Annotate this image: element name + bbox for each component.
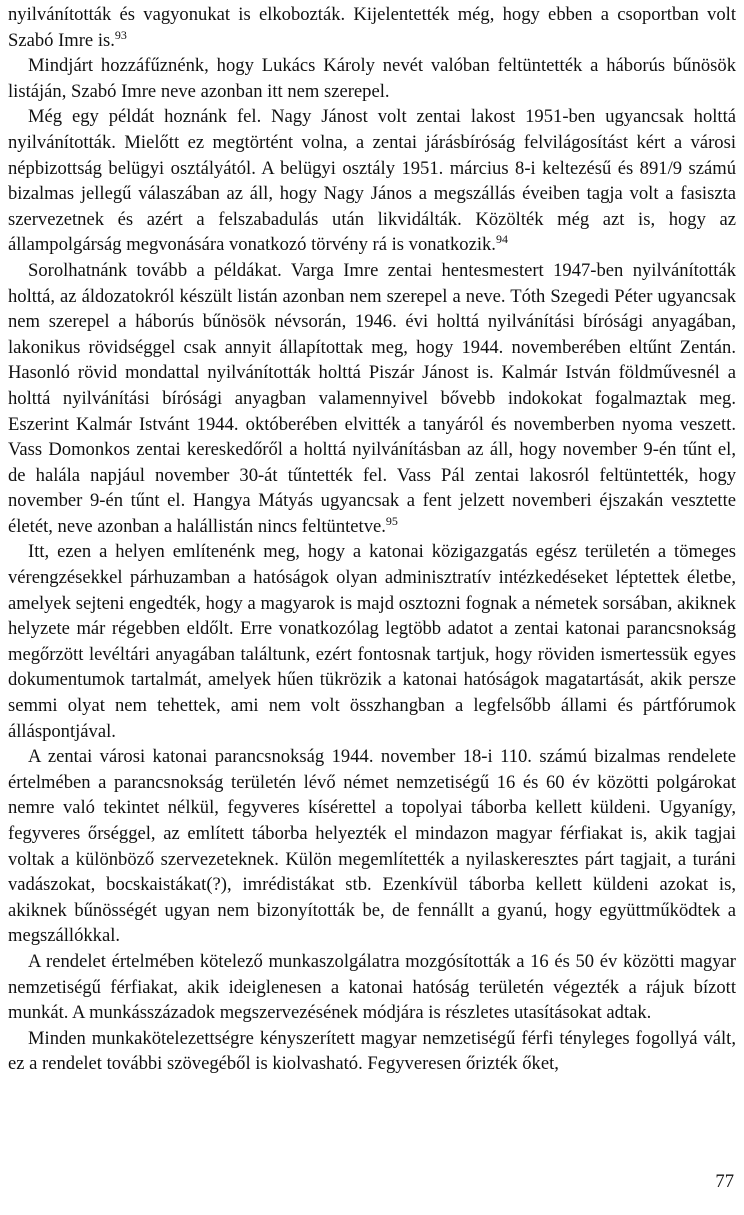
footnote-marker: 95	[385, 513, 398, 528]
paragraph-text: nyilvánították és vagyonukat is elkobozták. Kijelentették még, hogy ebben a csoportban volt Szabó Imre is.	[8, 4, 736, 51]
paragraph-text: A zentai városi katonai parancsnokság 1944. november 18-i 110. számú bizalmas rendelete értelmében a parancsnokság területén lévő német nemzetiségű 16 és 60 év közötti polgárokat nemre való tekintet nélkül, fegyveres kísérettel a topolyai táborba kellett küldeni. Ugyanígy, fegyveres őrséggel, az említett táborba helyezték el mindazon magyar férfiakat is, akik tagjai voltak a különböző szervezeteknek. Külön megemlítették a nyilaskeresztes párt tagjait, a turáni vadászokat, bocskaistákat(?), imrédistákat stb. Ezenkívül táborba kellett küldeni azokat is, akiknek bűnösségét ugyan nem bizonyították be, de fennállt a gyanú, hogy együttműködtek a megszállókkal.	[8, 746, 736, 947]
paragraph-text: Még egy példát hoznánk fel. Nagy Jánost volt zentai lakost 1951-ben ugyancsak holttá nyilvánították. Mielőtt ez megtörtént volna, a zentai járásbíróság felvilágosítást kért a városi népbizottság belügyi osztályától. A belügyi osztály 1951. március 8-i keltezésű és 891/9 számú bizalmas jellegű válaszában az áll, hogy Nagy János a megszállás éveiben tagja volt a fasiszta szervezetnek és azért a felszabadulás után likvidálták. Közölték még azt is, hogy az állampolgárság megvonására vonatkozó törvény rá is vonatkozik.	[8, 106, 736, 256]
paragraph-text: Minden munkakötelezettségre kényszerített magyar nemzetiségű férfi tényleges fogollyá vált, ez a rendelet további szövegéből is kiolvasható. Fegyveresen őrizték őket,	[8, 1027, 736, 1075]
paragraph	[8, 53, 736, 104]
paragraph	[8, 744, 736, 949]
footnote-marker: 94	[495, 232, 508, 247]
page-number: 77	[715, 1171, 734, 1193]
footnote-marker: 93	[114, 27, 127, 42]
paragraph	[8, 258, 736, 540]
paragraph	[8, 1026, 736, 1077]
paragraph-text: Itt, ezen a helyen említenénk meg, hogy a katonai közigazgatás egész területén a tömeges vérengzésekkel párhuzamban a hatóságok olyan adminisztratív intézkedéseket léptettek életbe, amelyek sejteni engedték, hogy a magyarok is majd osztozni fognak a németek sorsában, akiknek helyzete már régebben eldőlt. Erre vonatkozólag legtöbb adatot a zentai katonai parancsnokság megőrzött levéltári anyagában találtunk, ezért fontosnak tartjuk, hogy röviden ismertessük egyes dokumentumok tartalmát, amelyek hűen tükrözik a katonai hatóságok magatartását, akik persze semmi olyat nem tehettek, ami nem volt összhangban a legfelsőbb állami és pártfórumok álláspontjával.	[8, 541, 736, 742]
paragraph	[8, 104, 736, 258]
paragraph	[8, 2, 736, 53]
paragraph-text: Sorolhatnánk tovább a példákat. Varga Imre zentai hentesmestert 1947-ben nyilvánították holttá, az áldozatokról készült listán azonban nem szerepel a neve. Tóth Szegedi Péter ugyancsak nem szerepel a háborús bűnösök névsorán, 1946. évi holttá nyilvánítási bírósági anyagában, lakonikus rövidséggel csak annyit állapítottak meg, hogy 1944. novemberében eltűnt Zentán. Hasonló rövid mondattal nyilvánították holttá Piszár Jánost is. Kalmár István földművesnél a holttá nyilvánítási bírósági anyagban valamennyivel bővebb indokokat fogalmaztak meg. Eszerint Kalmár Istvánt 1944. októberében elvitték a tanyáról és novemberben nyoma veszett. Vass Domonkos zentai kereskedőről a holttá nyilvánításban az áll, hogy november 9-én tűnt el, de halála napjául november 30-át tűntették fel. Vass Pál zentai lakosról feltüntették, hogy november 9-én tűnt el. Hangya Mátyás ugyancsak a fent jelzett novemberi éjszakán vesztette életét, neve azonban a halállistán nincs feltüntetve.	[8, 259, 736, 537]
paragraph	[8, 949, 736, 1026]
body-text	[8, 2, 736, 1077]
paragraph-text: A rendelet értelmében kötelező munkaszolgálatra mozgósították a 16 és 50 év közötti magyar nemzetiségű férfiakat, akik ideiglenesen a katonai hatóság területén végezték a rájuk bízott munkát. A munkásszázadok megszervezésének módjára is részletes utasításokat adtak.	[8, 950, 736, 1024]
paragraph	[8, 539, 736, 744]
paragraph-text: Mindjárt hozzáfűznénk, hogy Lukács Károly nevét valóban feltüntették a háborús bűnösök listáján, Szabó Imre neve azonban itt nem szerepel.	[8, 55, 736, 102]
